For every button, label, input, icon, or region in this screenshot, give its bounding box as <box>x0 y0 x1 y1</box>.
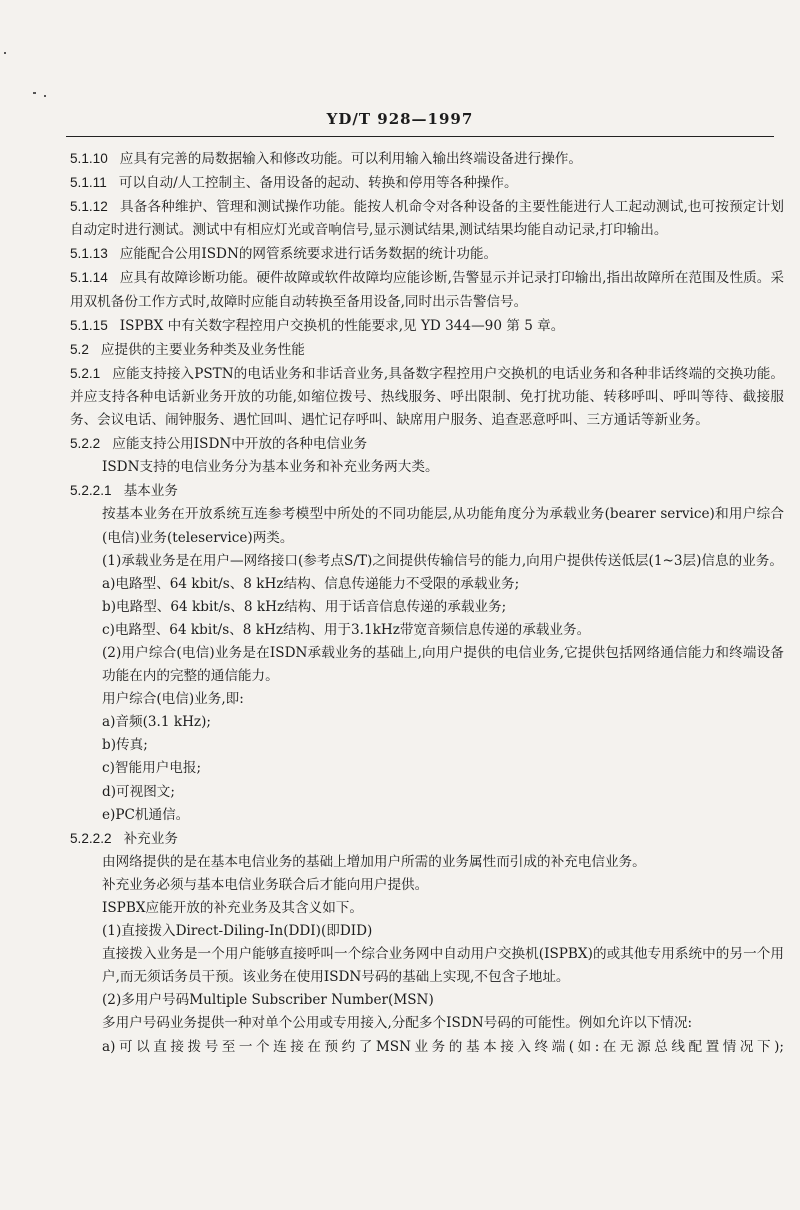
paragraph-text: 应提供的主要业务种类及业务性能 <box>100 341 305 358</box>
section-number: 5.1.10 <box>70 151 108 166</box>
paragraph-text: (2)用户综合(电信)业务是在ISDN承载业务的基础上,向用户提供的电信业务,它提供包括网络通信能力和终端设备功能在内的完整的通信能力。 <box>102 644 784 685</box>
body-paragraph <box>70 943 784 989</box>
page-header: YD/T 928—1997 <box>326 110 474 128</box>
paragraph-text: 应具有故障诊断功能。硬件故障或软件故障均应能诊断,告警显示并记录打印输出,指出故障所在范围及性质。采用双机备份工作方式时,故障时应能自动转换至备用设备,同时出示告警信号。 <box>70 270 784 310</box>
scan-mark <box>33 92 36 94</box>
body-paragraph <box>70 804 784 827</box>
paragraph-text: a)可以直接拨号至一个连接在预约了MSN业务的基本接入终端(如:在无源总线配置情况下); <box>102 1038 784 1055</box>
paragraph-text: (1)承载业务是在用户—网络接口(参考点S/T)之间提供传输信号的能力,向用户提供传送低层(1~3层)信息的业务。 <box>102 552 783 569</box>
paragraph-text: 补充业务必须与基本电信业务联合后才能向用户提供。 <box>102 876 429 893</box>
section-paragraph <box>70 147 784 171</box>
paragraph-text: (1)直接拨入Direct-Diling-In(DDI)(即DID) <box>102 923 373 940</box>
section-number: 5.1.14 <box>70 270 108 286</box>
body-paragraph <box>70 781 784 804</box>
paragraph-text: 由网络提供的是在基本电信业务的基础上增加用户所需的业务属性而引成的补充电信业务。 <box>102 853 646 870</box>
body-paragraph <box>70 989 784 1012</box>
paragraph-text: 基本业务 <box>123 483 178 500</box>
section-paragraph <box>70 171 784 195</box>
paragraph-text: 应具有完善的局数据输入和修改功能。可以利用输入输出终端设备进行操作。 <box>119 151 582 167</box>
paragraph-text: b)传真; <box>102 737 148 754</box>
paragraph-text: d)可视图文; <box>102 783 175 800</box>
paragraph-text: b)电路型、64 kbit/s、8 kHz结构、用于话音信息传递的承载业务; <box>102 598 507 615</box>
paragraph-text: 多用户号码业务提供一种对单个公用或专用接入,分配多个ISDN号码的可能性。例如允许以下情况: <box>102 1015 693 1032</box>
section-number: 5.1.13 <box>70 246 108 262</box>
section-number: 5.2.2.1 <box>70 483 112 499</box>
section-paragraph <box>70 432 784 456</box>
body-paragraph <box>70 874 784 897</box>
paragraph-text: 补充业务 <box>123 830 178 847</box>
paragraph-text: e)PC机通信。 <box>102 806 190 823</box>
body-paragraph <box>70 711 784 734</box>
paragraph-text: ISDN支持的电信业务分为基本业务和补充业务两大类。 <box>102 459 439 476</box>
paragraph-text: 直接拨入业务是一个用户能够直接呼叫一个综合业务网中自动用户交换机(ISPBX)的或其他专用系统中的另一个用户,而无须话务员干预。该业务在使用ISDN号码的基础上实现,不包含子地址。 <box>102 946 784 986</box>
paragraph-text: 应能配合公用ISDN的网管系统要求进行话务数据的统计功能。 <box>119 246 498 263</box>
scan-mark <box>44 95 46 97</box>
section-number: 5.1.15 <box>70 317 108 333</box>
scan-mark <box>4 52 6 54</box>
body-paragraph <box>70 573 784 596</box>
paragraph-text: 可以自动/人工控制主、备用设备的起动、转换和停用等各种操作。 <box>118 175 518 192</box>
body-paragraph <box>70 1036 784 1059</box>
body-paragraph <box>70 642 784 688</box>
section-paragraph <box>70 338 784 362</box>
section-paragraph <box>70 827 784 851</box>
body-paragraph <box>70 920 784 943</box>
section-number: 5.1.11 <box>70 175 107 191</box>
section-number: 5.1.12 <box>70 199 108 215</box>
paragraph-text: 具备各种维护、管理和测试操作功能。能按人机命令对各种设备的主要性能进行人工起动测试,也可按预定计划自动定时进行测试。测试中有相应灯光或音响信号,显示测试结果,测试结果均能自动记录,打印输出。 <box>70 199 784 239</box>
paragraph-text: a)音频(3.1 kHz); <box>102 714 211 731</box>
body-paragraph <box>70 688 784 711</box>
paragraph-text: 应能支持接入PSTN的电话业务和非话音业务,具备数字程控用户交换机的电话业务和各种非话终端的交换功能。并应支持各种电话新业务开放的功能,如缩位拨号、热线服务、呼出限制、免打扰功能、转移呼叫、呼叫等待、截接服务、会议电话、闹钟服务、遇忙回叫、遇忙记存呼叫、缺席用户服务、追查恶意呼叫、三方通话等新业务。 <box>70 365 784 429</box>
body-paragraph <box>70 1012 784 1035</box>
paragraph-text: 按基本业务在开放系统互连参考模型中所处的不同功能层,从功能角度分为承载业务(bearer service)和用户综合(电信)业务(teleservice)两类。 <box>102 506 784 546</box>
body-paragraph <box>70 503 784 549</box>
paragraph-text: 用户综合(电信)业务,即: <box>102 691 244 708</box>
paragraph-text: (2)多用户号码Multiple Subscriber Number(MSN) <box>102 992 434 1009</box>
paragraph-text: 应能支持公用ISDN中开放的各种电信业务 <box>112 436 368 453</box>
body-paragraph <box>70 596 784 619</box>
section-number: 5.2.2 <box>70 436 101 452</box>
section-number: 5.2.1 <box>70 365 101 381</box>
section-paragraph <box>70 362 784 432</box>
section-paragraph <box>70 266 784 313</box>
body-paragraph <box>70 619 784 642</box>
body-paragraph <box>70 897 784 920</box>
paragraph-text: a)电路型、64 kbit/s、8 kHz结构、信息传递能力不受限的承载业务; <box>102 575 520 592</box>
section-paragraph <box>70 195 784 242</box>
section-number: 5.2 <box>70 341 89 357</box>
body-paragraph <box>70 757 784 780</box>
header-rule <box>66 136 774 137</box>
body-paragraph <box>70 456 784 479</box>
paragraph-text: c)智能用户电报; <box>102 760 202 777</box>
body-paragraph <box>70 851 784 874</box>
paragraph-text: c)电路型、64 kbit/s、8 kHz结构、用于3.1kHz带宽音频信息传递的承载业务。 <box>102 621 591 638</box>
paragraph-text: ISPBX应能开放的补充业务及其含义如下。 <box>102 900 363 916</box>
body-paragraph <box>70 734 784 757</box>
paragraph-text: ISPBX 中有关数字程控用户交换机的性能要求,见 YD 344—90 第 5 章。 <box>119 317 565 334</box>
section-paragraph <box>70 479 784 503</box>
section-paragraph <box>70 314 784 338</box>
section-paragraph <box>70 242 784 266</box>
section-number: 5.2.2.2 <box>70 830 112 846</box>
document-body <box>70 147 784 1059</box>
body-paragraph <box>70 550 784 573</box>
